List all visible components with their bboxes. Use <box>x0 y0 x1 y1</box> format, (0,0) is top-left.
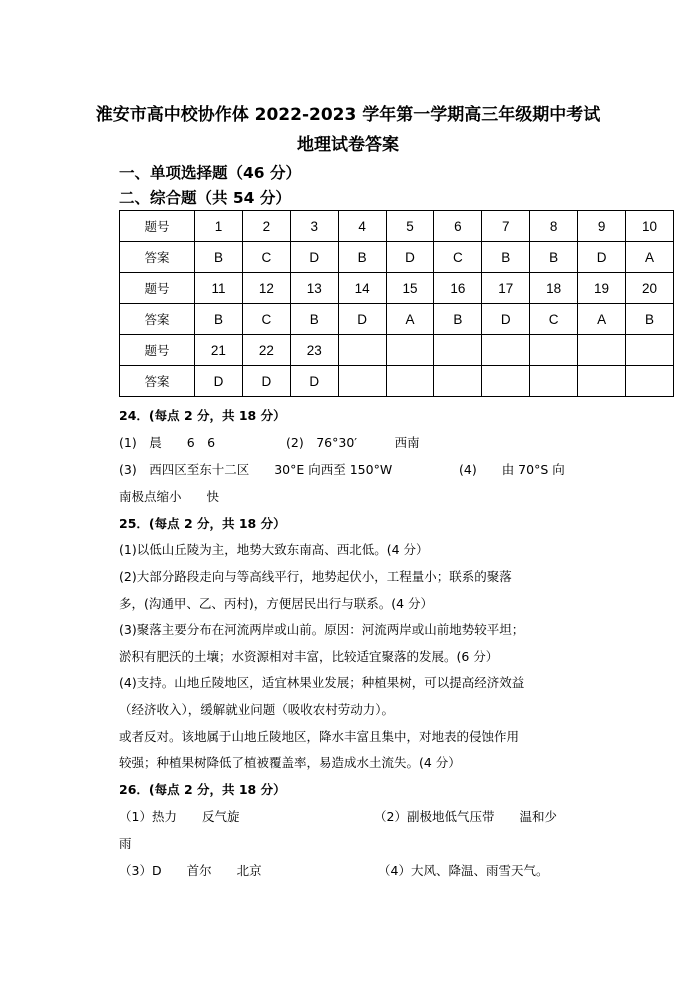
q24-answer-3: (3) 西四区至东十二区 30°E 向西至 150°W <box>119 462 393 477</box>
q25-line: （经济收入），缓解就业问题（吸收农村劳动力）。 <box>119 702 395 717</box>
answer-cell: A <box>578 304 626 335</box>
question-cell <box>482 335 530 366</box>
answer-cell <box>386 366 434 397</box>
answer-cell <box>434 366 482 397</box>
question-cell: 23 <box>290 335 338 366</box>
answer-cell: A <box>386 304 434 335</box>
answer-cell <box>338 366 386 397</box>
answer-cell: D <box>578 242 626 273</box>
answer-cell: D <box>290 366 338 397</box>
question-cell: 1 <box>195 211 243 242</box>
q25-line: (3)聚落主要分布在河流两岸或山前。原因：河流两岸或山前地势较平坦； <box>119 622 525 637</box>
answer-cell: D <box>482 304 530 335</box>
q24-answer-4-continued: 南极点缩小 快 <box>119 489 220 504</box>
answer-cell: A <box>626 242 674 273</box>
question-cell: 2 <box>242 211 290 242</box>
question-cell: 4 <box>338 211 386 242</box>
question-cell <box>434 335 482 366</box>
table-row <box>120 335 674 366</box>
q26-answer-2: （2）副极地低气压带 温和少 <box>374 809 557 824</box>
q25-line: 较强；种植果树降低了植被覆盖率，易造成水土流失。(4 分） <box>119 755 461 770</box>
answer-cell <box>626 366 674 397</box>
question-cell: 3 <box>290 211 338 242</box>
q24-answer-1: (1) 晨 6 6 <box>119 435 216 450</box>
question-cell: 12 <box>242 273 290 304</box>
q25-line: 淤积有肥沃的土壤；水资源相对丰富，比较适宜聚落的发展。(6 分） <box>119 649 499 664</box>
page-subtitle: 地理试卷答案 <box>297 135 399 155</box>
q25-line: 多，(沟通甲、乙、丙村)，方便居民出行与联系。(4 分） <box>119 596 434 611</box>
q25-line: (4)支持。山地丘陵地区，适宜林果业发展；种植果树，可以提高经济效益 <box>119 675 525 690</box>
table-row <box>120 242 674 273</box>
q25-line: 或者反对。该地属于山地丘陵地区，降水丰富且集中，对地表的侵蚀作用 <box>119 729 520 744</box>
answer-cell: C <box>242 304 290 335</box>
question-cell: 6 <box>434 211 482 242</box>
question-cell: 20 <box>626 273 674 304</box>
answer-row-label: 答案 <box>120 242 195 273</box>
answer-cell: B <box>482 242 530 273</box>
question-cell <box>530 335 578 366</box>
q26-header: 26．(每点 2 分，共 18 分） <box>119 782 286 797</box>
question-row-label: 题号 <box>120 335 195 366</box>
answer-cell: D <box>290 242 338 273</box>
section-heading-comprehensive: 二、综合题（共 54 分） <box>119 189 291 207</box>
question-cell: 7 <box>482 211 530 242</box>
question-cell: 18 <box>530 273 578 304</box>
q25-line: (2)大部分路段走向与等高线平行，地势起伏小，工程量小；联系的聚落 <box>119 569 512 584</box>
q24-answer-4: (4) 由 70°S 向 <box>459 462 565 477</box>
question-cell: 19 <box>578 273 626 304</box>
answer-cell: B <box>530 242 578 273</box>
question-cell: 16 <box>434 273 482 304</box>
answer-cell: B <box>195 242 243 273</box>
answer-cell: B <box>434 304 482 335</box>
table-row <box>120 211 674 242</box>
question-cell: 5 <box>386 211 434 242</box>
q26-answer-3: （3）D 首尔 北京 <box>119 863 262 878</box>
question-cell: 11 <box>195 273 243 304</box>
q26-answer-4: （4）大风、降温、雨雪天气。 <box>378 863 549 878</box>
answer-cell: D <box>242 366 290 397</box>
answer-cell: B <box>195 304 243 335</box>
question-cell: 8 <box>530 211 578 242</box>
page-title: 淮安市高中校协作体 2022-2023 学年第一学期高三年级期中考试 <box>95 105 601 125</box>
q24-header: 24．(每点 2 分，共 18 分） <box>119 408 286 423</box>
question-cell <box>578 335 626 366</box>
table-row <box>120 366 674 397</box>
section-heading-choice: 一、单项选择题（46 分） <box>119 164 301 182</box>
q25-line: (1)以低山丘陵为主，地势大致东南高、西北低。(4 分） <box>119 542 429 557</box>
answer-cell <box>530 366 578 397</box>
question-cell: 15 <box>386 273 434 304</box>
answer-cell: C <box>434 242 482 273</box>
answer-cell: D <box>338 304 386 335</box>
answer-cell: B <box>290 304 338 335</box>
question-cell: 14 <box>338 273 386 304</box>
table-row <box>120 304 674 335</box>
q25-header: 25．(每点 2 分，共 18 分） <box>119 516 286 531</box>
question-cell: 21 <box>195 335 243 366</box>
q26-answer-2-continued: 雨 <box>119 836 132 851</box>
answer-table <box>119 210 674 397</box>
answer-cell: B <box>338 242 386 273</box>
answer-cell <box>578 366 626 397</box>
answer-row-label: 答案 <box>120 366 195 397</box>
table-row <box>120 273 674 304</box>
q24-answer-2: (2) 76°30′ 西南 <box>286 435 420 450</box>
question-cell <box>338 335 386 366</box>
answer-cell: C <box>530 304 578 335</box>
question-cell <box>626 335 674 366</box>
question-cell: 13 <box>290 273 338 304</box>
question-cell: 17 <box>482 273 530 304</box>
question-row-label: 题号 <box>120 273 195 304</box>
answer-cell: C <box>242 242 290 273</box>
answer-cell <box>482 366 530 397</box>
answer-row-label: 答案 <box>120 304 195 335</box>
answer-cell: D <box>386 242 434 273</box>
answer-cell: D <box>195 366 243 397</box>
question-cell: 10 <box>626 211 674 242</box>
q26-answer-1: （1）热力 反气旋 <box>119 809 240 824</box>
answer-cell: B <box>626 304 674 335</box>
question-cell: 9 <box>578 211 626 242</box>
question-cell: 22 <box>242 335 290 366</box>
question-cell <box>386 335 434 366</box>
question-row-label: 题号 <box>120 211 195 242</box>
